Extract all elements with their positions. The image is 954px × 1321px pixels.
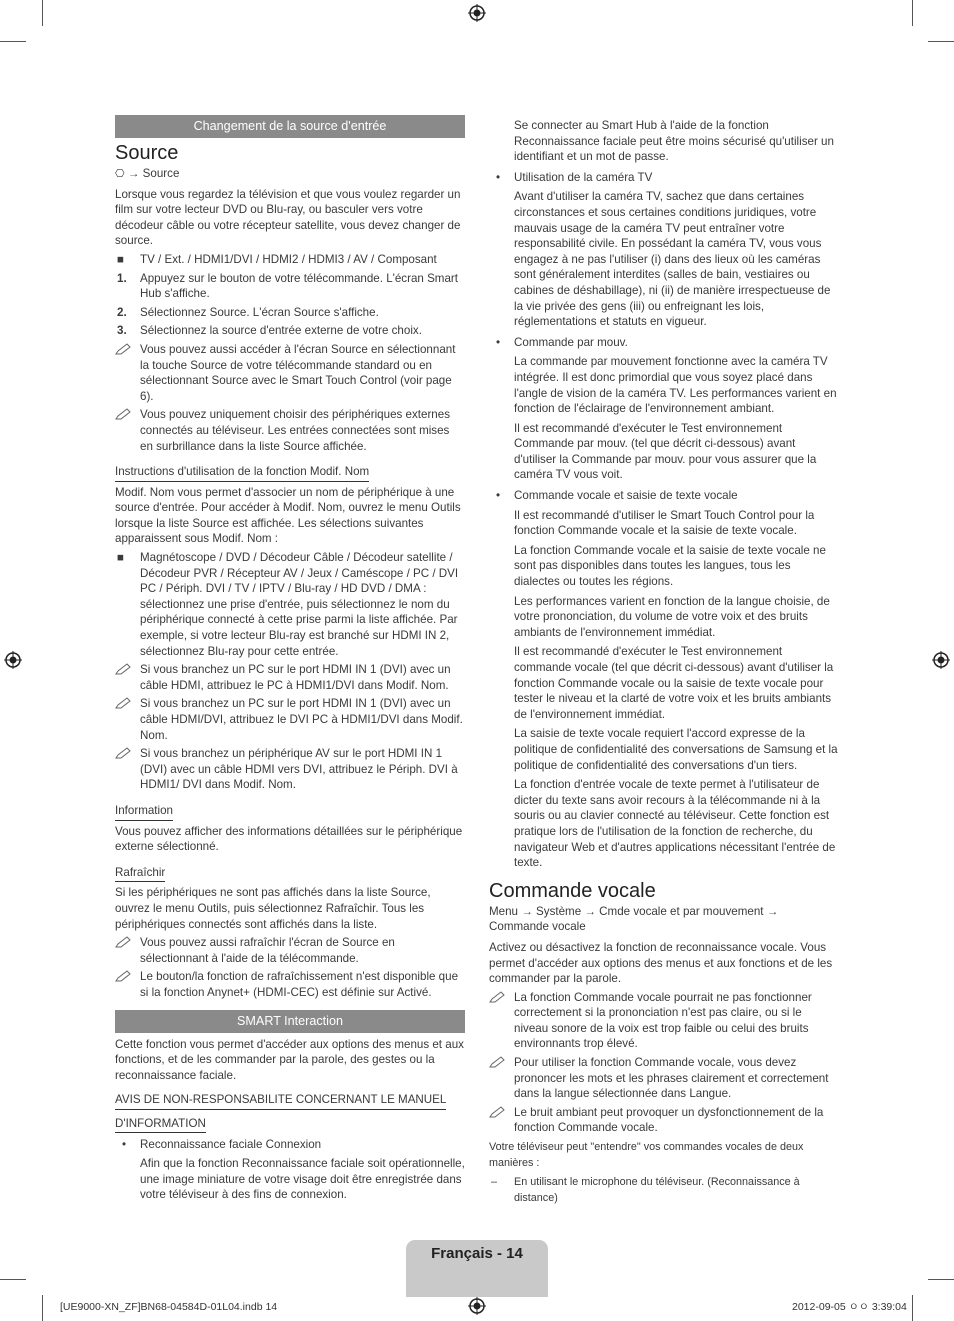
pencil-icon <box>489 990 507 1004</box>
source-button-icon: ⎔ <box>115 168 125 180</box>
step-item: 1. Appuyez sur le bouton de votre télécommande. L'écran Smart Hub s'affiche. <box>117 271 458 301</box>
crop-mark <box>928 1279 954 1280</box>
note: Si vous branchez un PC sur le port HDMI IN 1 (DVI) avec un câble HDMI, attribuez le PC à HDMI1/DVI dans Modif. Nom. <box>115 662 465 693</box>
section-bar: Changement de la source d'entrée <box>115 115 465 138</box>
note: Vous pouvez aussi rafraîchir l'écran de Source en sélectionnant à l'aide de la télécommande. <box>115 935 465 966</box>
file-info: [UE9000-XN_ZF]BN68-04584D-01L04.indb 14 <box>60 1301 278 1313</box>
bullet-item: • Commande vocale et saisie de texte vocale <box>496 489 738 503</box>
note: Si vous branchez un PC sur le port HDMI IN 1 (DVI) avec un câble HDMI/DVI, attribuez le DVI PC à HDMI1/DVI dans Modif. Nom. <box>115 696 465 743</box>
paragraph: Activez ou désactivez la fonction de reconnaissance vocale. Vous permet d'accéder aux options des menus et aux fonctions et de les commander par la parole. <box>489 940 833 986</box>
note: Si vous branchez un périphérique AV sur le port HDMI IN 1 (DVI) avec un câble HDMI vers DVI, attribuez le Périph. DVI à HDMI1/ DVI dans Modif. Nom. <box>115 746 465 793</box>
paragraph: Avant d'utiliser la caméra TV, sachez que dans certaines circonstances et sous certaines conditions juridiques, votre mauvais usage de la caméra TV peut entraîner votre responsabilité civile. En possédant la caméra TV, vous vous engagez à ne pas l'utiliser (i) dans des lieux où les caméras sont généralement interdites (salles de bain, vestiaires ou cabines de déshabillage), ni (ii) de manière irrespectueuse de la vie privée des gens (iii) ou enfreignant les lois, réglementations et statuts en vigueur. <box>514 190 831 329</box>
list-item: ■ TV / Ext. / HDMI1/DVI / HDMI2 / HDMI3 / AV / Composant <box>117 252 437 266</box>
step-item: 3. Sélectionnez la source d'entrée externe de votre choix. <box>117 324 422 338</box>
pencil-icon <box>115 746 133 760</box>
section-title: Commande vocale <box>489 879 656 902</box>
square-bullet-icon: ■ <box>117 551 125 565</box>
crop-mark <box>912 0 913 26</box>
crop-mark <box>42 1295 43 1321</box>
crop-mark <box>912 1295 913 1321</box>
bullet-item: • Reconnaissance faciale Connexion <box>122 1138 322 1152</box>
note: Le bouton/la fonction de rafraîchissement n'est disponible que si la fonction Anynet+ (HDMI-CEC) est définie sur Activé. <box>115 969 465 1000</box>
crop-mark <box>0 41 26 42</box>
square-bullet-icon: ■ <box>117 252 125 266</box>
pencil-icon <box>115 407 133 421</box>
paragraph: Vous pouvez afficher des informations détaillées sur le périphérique externe sélectionné. <box>115 824 463 854</box>
note: Le bruit ambiant peut provoquer un dysfonctionnement de la fonction Commande vocale. <box>489 1105 839 1136</box>
section-title: Source <box>115 142 179 164</box>
list-item: ■ Magnétoscope / DVD / Décodeur Câble / Décodeur satellite / Décodeur PVR / Récepteur AV / Jeux / Caméscope / PC / DVI PC / Périph. DVI / TV / IPTV / Blu-ray / HD DVD / DMA : sélectionnez une prise d'entrée, puis sélectionnez le nom du périphérique connecté à cette prise parmi la liste affichée. Par exemple, si votre lecteur Blu-ray est branché sur HDMI IN 2, sélectionnez Blu-ray pour cette entrée. <box>117 551 459 658</box>
paragraph: Modif. Nom vous permet d'associer un nom de périphérique à une source d'entrée. Pour accéder à Modif. Nom, ouvrez le menu Outils lorsque la liste Source est affichée. Les sélections suivantes apparaissent sous Modif. Nom : <box>115 485 461 546</box>
menu-path: Menu → Système → Cmde vocale et par mouvement → Commande vocale <box>489 904 779 934</box>
paragraph: Si les périphériques ne sont pas affichés dans la liste Source, ouvrez le menu Outils, puis sélectionnez Rafraîchir. Tous les périphériques connectés sont affichés dans la liste. <box>115 886 431 931</box>
bullet-item: • Commande par mouv. <box>496 335 628 349</box>
crop-mark <box>928 41 954 42</box>
pencil-icon <box>115 342 133 356</box>
dash-item: – En utilisant le microphone du téléviseur. (Reconnaissance à distance) <box>491 1176 800 1204</box>
paragraph: La fonction d'entrée vocale de texte permet à l'utilisateur de dicter du texte sans avoir recours à la télécommande ni à la souris ou au clavier connecté au téléviseur. Cette fonction est pratique lors de l'utilisation de la fonction de recherche, du navigateur Web et d'autres applications nécessitant l'entrée de texte. <box>514 778 836 870</box>
paragraph: Les performances varient en fonction de la langue choisie, de votre prononciation, du volume de votre voix et des bruits ambiants de l'environnement immédiat. <box>514 594 830 639</box>
pencil-icon <box>489 1055 507 1069</box>
paragraph: La commande par mouvement fonctionne avec la caméra TV intégrée. Il est donc primordial que vous soyez placé dans l'angle de vision de la caméra TV. Les performances varient en fonction de l'éclairage de l'environnement ambiant. <box>514 355 837 416</box>
note: Vous pouvez aussi accéder à l'écran Source en sélectionnant la touche Source de votre télécommande standard ou en sélectionnant Source avec le Smart Touch Control (voir page 6). <box>115 342 465 404</box>
paragraph: Se connecter au Smart Hub à l'aide de la fonction Reconnaissance faciale peut être moins sécurisé qu'utiliser un identifiant et un mot de passe. <box>514 119 834 164</box>
pencil-icon <box>115 696 133 710</box>
paragraph: Lorsque vous regardez la télévision et que vous voulez regarder un film sur votre lecteur DVD ou Blu-ray, ou basculer vers votre décodeur câble ou votre récepteur satellite, vous devez changer de source. <box>115 187 461 248</box>
date-info: 2012-09-05 ㅇㅇ 3:39:04 <box>792 1301 907 1313</box>
menu-path: ⎔ → Source <box>115 167 180 180</box>
paragraph: Votre téléviseur peut "entendre" vos commandes vocales de deux manières : <box>489 1141 804 1169</box>
subsection-heading: D'INFORMATION <box>115 1116 206 1134</box>
crop-mark <box>0 1279 26 1280</box>
paragraph: Afin que la fonction Reconnaissance faciale soit opérationnelle, une image miniature de votre visage doit être enregistrée dans votre téléviseur à des fins de connexion. <box>140 1157 465 1202</box>
left-column <box>115 115 465 1203</box>
page-number: Français - 14 <box>431 1245 523 1262</box>
pencil-icon <box>489 1105 507 1119</box>
subsection-heading: Instructions d'utilisation de la fonction Modif. Nom <box>115 464 369 482</box>
subsection-heading: Rafraîchir <box>115 865 165 883</box>
page-number-tab <box>406 1240 548 1297</box>
pencil-icon <box>115 662 133 676</box>
registration-mark-icon <box>932 651 950 669</box>
paragraph: La saisie de texte vocale requiert l'accord expresse de la politique de confidentialité des conversations de Samsung et la politique de confidentialité des conversations d'un tiers. <box>514 727 838 772</box>
paragraph: Il est recommandé d'utiliser le Smart Touch Control pour la fonction Commande vocale et la saisie de texte vocale. <box>514 508 815 538</box>
pencil-icon <box>115 935 133 949</box>
pencil-icon <box>115 969 133 983</box>
section-bar: SMART Interaction <box>115 1010 465 1033</box>
note: Vous pouvez uniquement choisir des périphériques externes connectés au téléviseur. Les entrées connectées sont mises en surbrillance dans la liste Source affichée. <box>115 407 465 454</box>
note: Pour utiliser la fonction Commande vocale, vous devez prononcer les mots et les phrases clairement et correctement dans la langue sélectionnée dans Langue. <box>489 1055 839 1102</box>
paragraph: Il est recommandé d'exécuter le Test environnement commande vocale (tel que décrit ci-dessous) avant d'utiliser la fonction Commande vocale ou la saisie de texte vocale pour tester le niveau et la clarté de votre voix et les bruits ambiants de l'environnement immédiat. <box>514 645 834 721</box>
registration-mark-icon <box>4 651 22 669</box>
registration-mark-icon <box>468 4 486 22</box>
bullet-item: • Utilisation de la caméra TV <box>496 170 653 184</box>
crop-mark <box>42 0 43 26</box>
subsection-heading: Information <box>115 803 173 821</box>
paragraph: Il est recommandé d'exécuter le Test environnement Commande par mouv. (tel que décrit ci-dessous) avant d'utiliser la Commande par mouv. pour vous assurer que la caméra TV vous voit. <box>514 421 817 482</box>
right-column <box>489 118 839 1206</box>
registration-mark-icon <box>468 1297 486 1315</box>
paragraph: La fonction Commande vocale et la saisie de texte vocale ne sont pas disponibles dans toutes les langues, tous les dialectes ou toutes les régions. <box>514 543 826 589</box>
paragraph: Cette fonction vous permet d'accéder aux options des menus et aux fonctions, et de les commander par la parole, des gestes ou la reconnaissance faciale. <box>115 1037 464 1082</box>
step-item: 2. Sélectionnez Source. L'écran Source s'affiche. <box>117 305 379 319</box>
note: La fonction Commande vocale pourrait ne pas fonctionner correctement si la prononciation n'est pas claire, ou si le niveau sonore de la voix est trop faible ou celui des bruits environnants trop élevé. <box>489 990 839 1052</box>
subsection-heading: AVIS DE NON-RESPONSABILITE CONCERNANT LE MANUEL <box>115 1092 446 1110</box>
